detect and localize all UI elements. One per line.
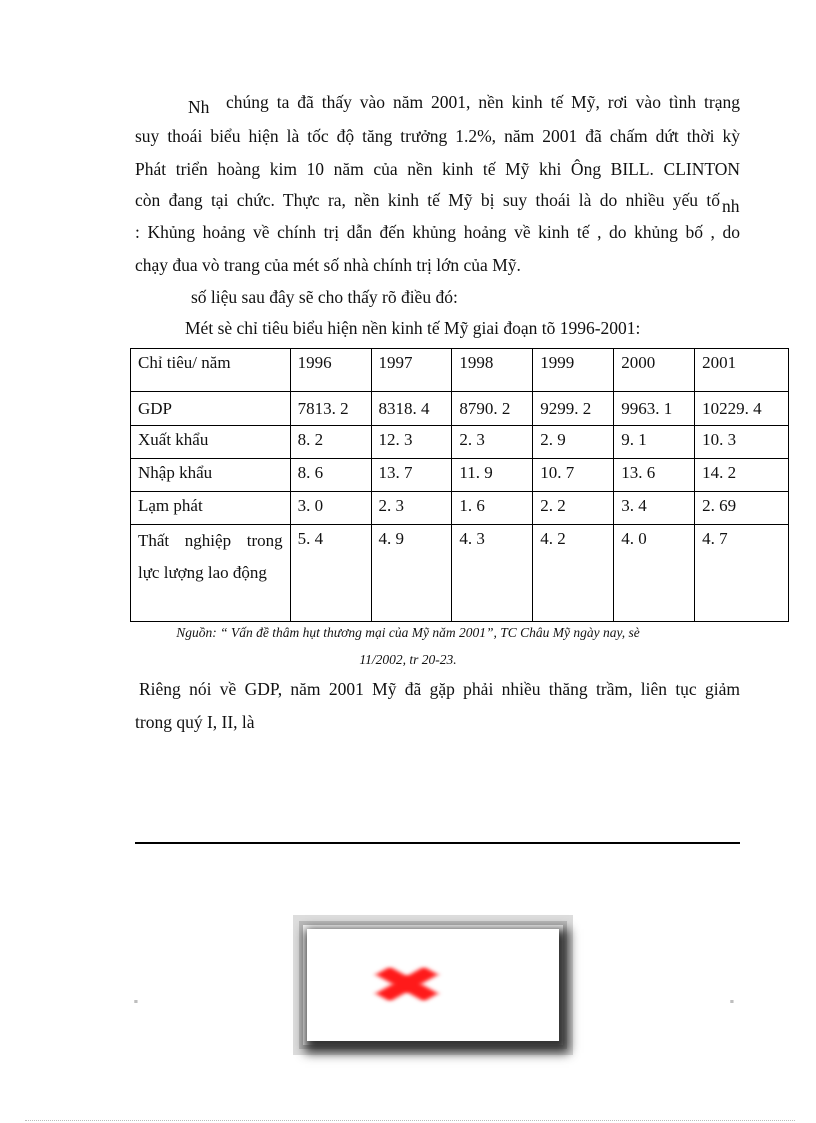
table-header-row (131, 349, 789, 392)
table-cell: 4. 7 (695, 525, 789, 622)
broken-image-x-icon: ✖ (367, 956, 447, 1016)
paragraph-line: Phát triển hoàng kim 10 năm của nền kinh tế Mỹ khi Ông BILL. CLINTON (135, 159, 740, 179)
table-cell: 7813. 2 (290, 392, 371, 426)
table-cell: 4. 9 (371, 525, 452, 622)
table-cell: 3. 4 (614, 492, 695, 525)
table-cell: 11. 9 (452, 459, 533, 492)
table-cell: 9299. 2 (533, 392, 614, 426)
header-cell: 1997 (371, 349, 452, 392)
paragraph-suffix: nh (722, 196, 740, 216)
footer-mark: ≡ (134, 998, 138, 1006)
table-cell: 13. 7 (371, 459, 452, 492)
table-row (131, 459, 789, 492)
header-cell: 1996 (290, 349, 371, 392)
header-cell: 2000 (614, 349, 695, 392)
table-cell: 2. 9 (533, 426, 614, 459)
page-bottom-border (25, 1120, 795, 1121)
table-cell: 3. 0 (290, 492, 371, 525)
table-cell: 4. 3 (452, 525, 533, 622)
paragraph-line: còn đang tại chức. Thực ra, nền kinh tế Mỹ bị suy thoái là do nhiều yếu tố (135, 190, 720, 210)
row-label: Xuất khẩu (131, 426, 291, 459)
table-cell: 2. 3 (452, 426, 533, 459)
table-caption: Mét sè chỉ tiêu biểu hiện nền kinh tế Mỹ giai đoạn tõ 1996-2001: (185, 318, 641, 338)
broken-image-placeholder (293, 915, 573, 1055)
table-row (131, 492, 789, 525)
header-cell: 1998 (452, 349, 533, 392)
table-cell: 5. 4 (290, 525, 371, 622)
table-cell: 10. 3 (695, 426, 789, 459)
table-cell: 13. 6 (614, 459, 695, 492)
economic-indicators-table (130, 348, 789, 622)
header-cell: Chỉ tiêu/ năm (131, 349, 291, 392)
table-cell: 2. 2 (533, 492, 614, 525)
paragraph-line: trong quý I, II, là (135, 712, 255, 732)
paragraph-line: : Khủng hoảng về chính trị dẫn đến khủng hoảng về kinh tế , do khủng bố , do (135, 222, 740, 242)
table-cell: 9963. 1 (614, 392, 695, 426)
table-cell: 1. 6 (452, 492, 533, 525)
table-row (131, 392, 789, 426)
footer-mark: ≡ (730, 998, 734, 1006)
row-label: Lạm phát (131, 492, 291, 525)
paragraph-line: chúng ta đã thấy vào năm 2001, nền kinh tế Mỹ, rơi vào tình trạng (226, 92, 740, 112)
paragraph-prefix: Nh (188, 97, 210, 117)
table-cell: 9. 1 (614, 426, 695, 459)
table-cell: 4. 0 (614, 525, 695, 622)
paragraph-line: Riêng nói về GDP, năm 2001 Mỹ đã gặp phải nhiều thăng trầm, liên tục giảm (139, 679, 740, 699)
source-citation: Nguồn: “ Vấn đề thâm hụt thương mại của Mỹ năm 2001”, TC Châu Mỹ ngày nay, sè (176, 625, 640, 640)
table-cell: 8318. 4 (371, 392, 452, 426)
table-cell: 8. 2 (290, 426, 371, 459)
paragraph-line: suy thoái biểu hiện là tốc độ tăng trưởng 1.2%, năm 2001 đã chấm dứt thời kỳ (135, 126, 740, 146)
table-cell: 2. 69 (695, 492, 789, 525)
intro-line: số liệu sau đây sẽ cho thấy rõ điều đó: (191, 287, 458, 307)
table-cell: 10. 7 (533, 459, 614, 492)
row-label: GDP (131, 392, 291, 426)
table-cell: 8. 6 (290, 459, 371, 492)
row-label: Thất nghiệp trong lực lượng lao động (131, 525, 291, 622)
table-cell: 12. 3 (371, 426, 452, 459)
source-citation: 11/2002, tr 20-23. (359, 652, 457, 667)
table-cell: 8790. 2 (452, 392, 533, 426)
header-cell: 2001 (695, 349, 789, 392)
horizontal-rule (135, 842, 740, 844)
table-cell: 2. 3 (371, 492, 452, 525)
table-cell: 4. 2 (533, 525, 614, 622)
header-cell: 1999 (533, 349, 614, 392)
table-cell: 14. 2 (695, 459, 789, 492)
table-cell: 10229. 4 (695, 392, 789, 426)
row-label: Nhập khẩu (131, 459, 291, 492)
paragraph-line: chạy đua vò trang của mét số nhà chính trị lớn của Mỹ. (135, 255, 521, 275)
table-row (131, 426, 789, 459)
table-row (131, 525, 789, 622)
